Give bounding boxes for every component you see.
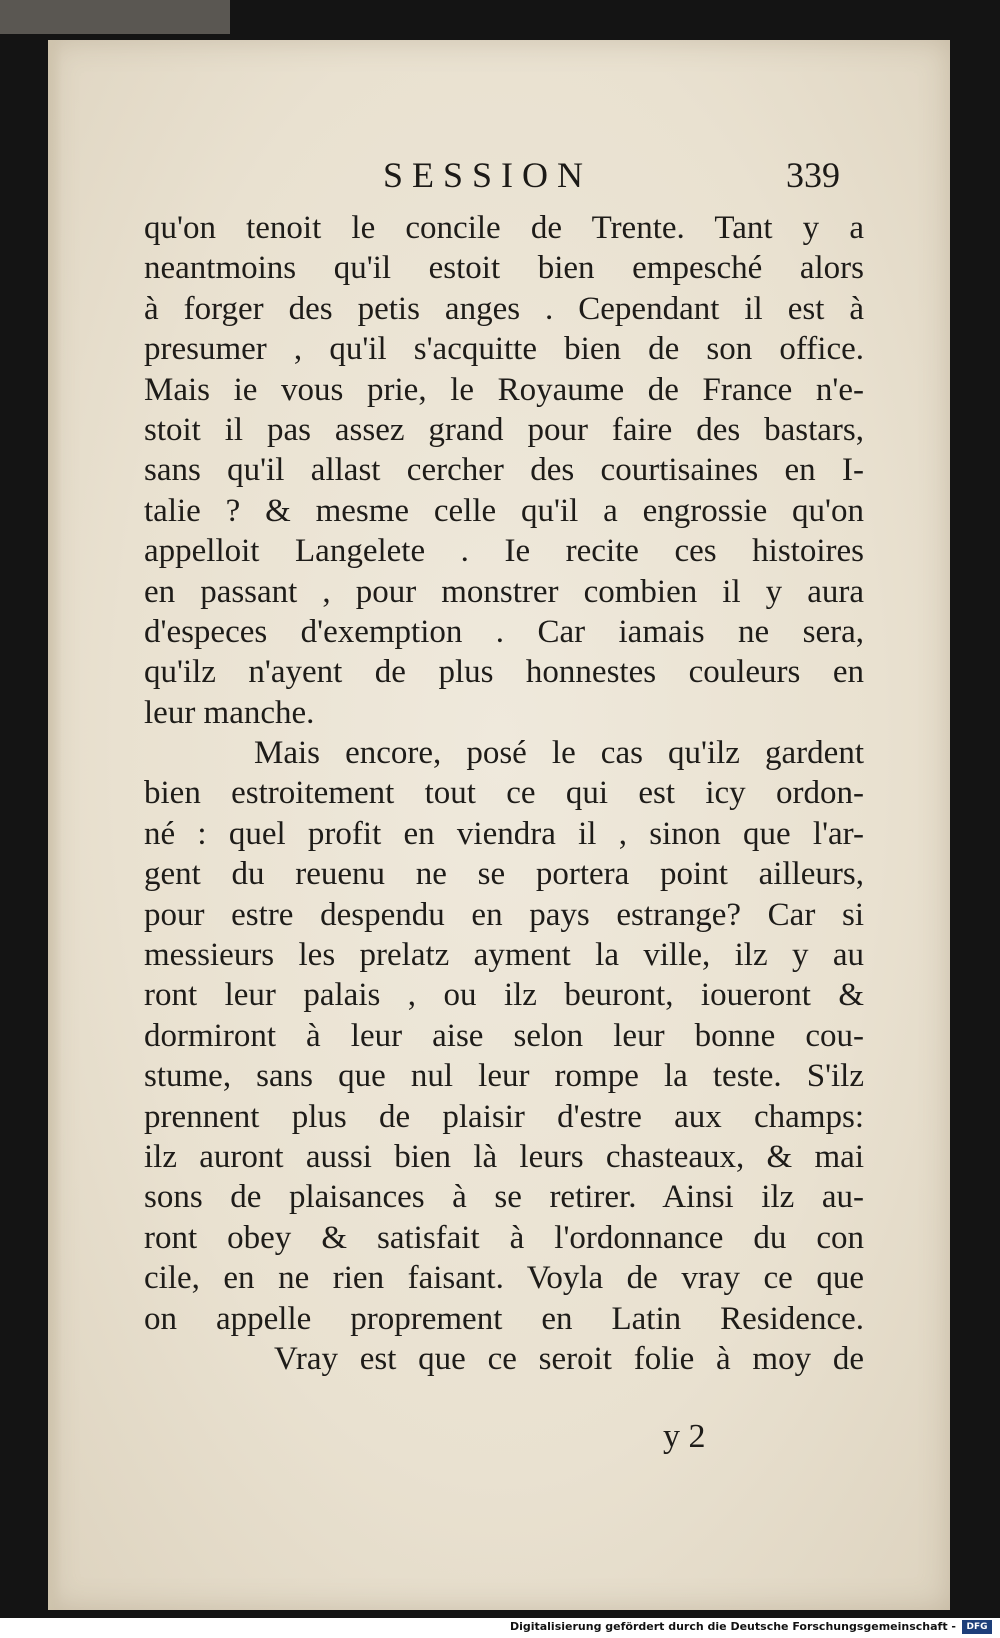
- text-line: on appelle proprement en Latin Residence.: [144, 1300, 864, 1337]
- body-text: [144, 208, 864, 1379]
- page-gutter: [48, 40, 62, 1610]
- footer-bar: [0, 1618, 1000, 1638]
- text-line: à forger des petis anges . Cependant il est à: [144, 290, 864, 327]
- text-line: cile, en ne rien faisant. Voyla de vray ce que: [144, 1260, 864, 1297]
- text-line: stoit il pas assez grand pour faire des bastars,: [144, 411, 864, 448]
- text-line: stume, sans que nul leur rompe la teste. S'ilz: [144, 1058, 864, 1095]
- page-number: 339: [786, 155, 840, 195]
- book-page: [48, 40, 950, 1610]
- paragraph-first-line: Vray est que ce seroit folie à moy de: [274, 1340, 864, 1377]
- text-line: leur manche.: [144, 694, 315, 731]
- scan-background-strip: [0, 0, 230, 34]
- text-line: Mais ie vous prie, le Royaume de France n'e-: [144, 371, 864, 408]
- text-line: talie ? & mesme celle qu'il a engrossie qu'on: [144, 492, 864, 529]
- catchword: y 2: [663, 1418, 706, 1455]
- dfg-logo: DFG: [962, 1620, 992, 1634]
- text-line: ilz auront aussi bien là leurs chasteaux, & mai: [144, 1138, 864, 1175]
- text-line: neantmoins qu'il estoit bien empesché alors: [144, 250, 864, 287]
- running-head: [48, 140, 950, 200]
- text-line: en passant , pour monstrer combien il y aura: [144, 573, 864, 610]
- text-line: qu'on tenoit le concile de Trente. Tant y a: [144, 210, 864, 246]
- text-line: pour estre despendu en pays estrange? Car si: [144, 896, 864, 933]
- text-line: qu'ilz n'ayent de plus honnestes couleurs en: [144, 654, 864, 691]
- text-line: sons de plaisances à se retirer. Ainsi ilz au-: [144, 1179, 864, 1216]
- text-line: presumer , qu'il s'acquitte bien de son office.: [144, 331, 864, 368]
- funding-credit: Digitalisierung gefördert durch die Deutsche Forschungsgemeinschaft -: [509, 1620, 956, 1633]
- text-line: ront obey & satisfait à l'ordonnance du con: [144, 1219, 864, 1256]
- text-line: gent du reuenu ne se portera point ailleurs,: [144, 856, 864, 893]
- text-line: bien estroitement tout ce qui est icy ordon-: [144, 775, 864, 812]
- text-line: dormiront à leur aise selon leur bonne cou-: [144, 1017, 864, 1054]
- text-line: sans qu'il allast cercher des courtisaines en I-: [144, 452, 864, 489]
- paragraph-first-line: Mais encore, posé le cas qu'ilz gardent: [254, 735, 864, 772]
- text-line: prennent plus de plaisir d'estre aux champs:: [144, 1098, 864, 1135]
- running-head-title: SESSION: [383, 155, 593, 195]
- text-line: messieurs les prelatz ayment la ville, ilz y au: [144, 937, 864, 974]
- text-line: ront leur palais , ou ilz beuront, ioueront &: [144, 977, 864, 1014]
- text-line: né : quel profit en viendra il , sinon que l'ar-: [144, 815, 864, 852]
- text-line: appelloit Langelete . Ie recite ces histoires: [144, 533, 864, 570]
- text-line: d'especes d'exemption . Car iamais ne sera,: [144, 613, 864, 650]
